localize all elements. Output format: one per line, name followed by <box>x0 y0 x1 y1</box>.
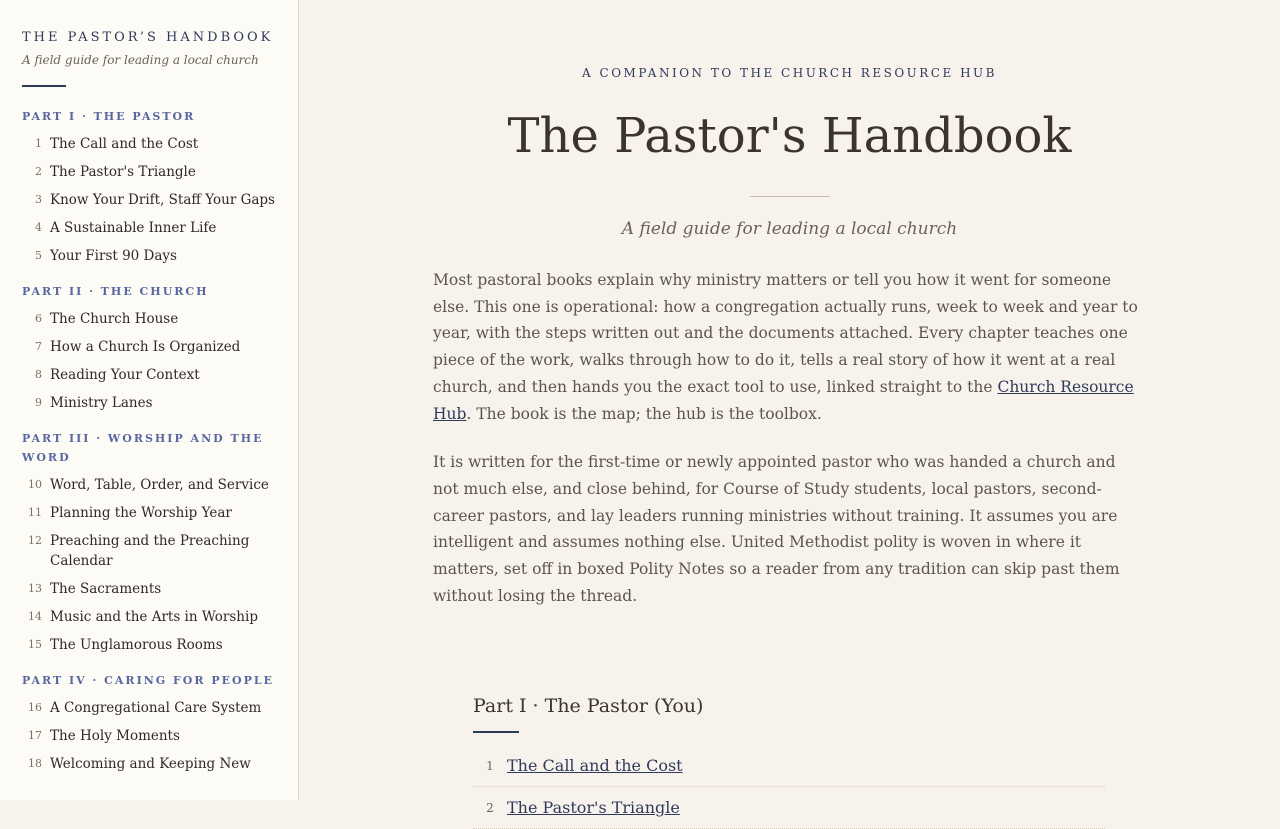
sidebar-chapter-item[interactable] <box>22 726 276 746</box>
sidebar-part-heading: PART II · THE CHURCH <box>22 285 209 298</box>
sidebar-chapter-number: 14 <box>28 610 42 623</box>
sidebar-chapter-item[interactable] <box>22 218 276 238</box>
sidebar-chapter-number: 18 <box>28 757 42 770</box>
sidebar-chapter-item[interactable] <box>22 607 276 627</box>
part-section-title: Part I · The Pastor (You) <box>473 695 704 718</box>
part-section <box>473 695 1105 829</box>
sidebar-chapter-number: 3 <box>35 193 42 206</box>
sidebar-chapter-item[interactable] <box>22 190 276 210</box>
sidebar-chapter-number: 15 <box>28 638 42 651</box>
chapter-link[interactable]: The Pastor's Triangle <box>507 798 680 818</box>
sidebar-chapter-number: 9 <box>35 396 42 409</box>
sidebar-toc <box>22 107 276 774</box>
sidebar-chapter-number: 7 <box>35 340 42 353</box>
sidebar-chapter-item[interactable] <box>22 162 276 182</box>
sidebar-chapter-item[interactable] <box>22 365 276 385</box>
sidebar-chapter-number: 13 <box>28 582 42 595</box>
sidebar-chapter-item[interactable] <box>22 531 276 571</box>
chapter-link[interactable]: The Call and the Cost <box>507 756 683 776</box>
sidebar-chapter-label: A Sustainable Inner Life <box>50 220 217 236</box>
sidebar-chapter-number: 1 <box>35 137 42 150</box>
intro <box>433 267 1145 609</box>
sidebar-part-heading: PART III · WORSHIP AND THE WORD <box>22 432 264 464</box>
sidebar-chapter-item[interactable] <box>22 754 276 774</box>
sidebar-chapter-number: 11 <box>28 506 42 519</box>
sidebar-chapter-number: 16 <box>28 701 42 714</box>
sidebar-part-group <box>22 429 276 655</box>
sidebar-chapter-label: Reading Your Context <box>50 367 200 383</box>
sidebar-chapter-item[interactable] <box>22 579 276 599</box>
sidebar-chapter-label: The Holy Moments <box>50 728 180 744</box>
sidebar-chapter-label: The Sacraments <box>50 581 162 597</box>
sidebar-chapter-item[interactable] <box>22 337 276 357</box>
sidebar <box>0 0 299 800</box>
intro-p1-text: Most pastoral books explain why ministry matters or tell you how it went for someone else. This one is operational: how a congregation actually runs, week to week and year to year, with the steps written out and the documents attached. Every chapter teaches one piece of the work, walks through how to do it, tells a real story of how it went at a real church, and then hands you the exact tool to use, linked straight to the <box>433 271 1138 396</box>
sidebar-chapter-number: 8 <box>35 368 42 381</box>
title-divider <box>750 196 830 197</box>
chapter-list <box>473 745 1105 829</box>
page-subtitle: A field guide for leading a local church <box>621 219 958 239</box>
sidebar-chapter-label: Your First 90 Days <box>50 248 177 264</box>
sidebar-part-group <box>22 671 276 774</box>
sidebar-chapter-label: Ministry Lanes <box>50 395 153 411</box>
chapter-number: 1 <box>486 758 494 773</box>
sidebar-chapter-number: 12 <box>28 534 42 547</box>
sidebar-chapter-number: 5 <box>35 249 42 262</box>
sidebar-chapter-label: Planning the Worship Year <box>50 505 232 521</box>
sidebar-part-group <box>22 107 276 266</box>
sidebar-part-heading: PART I · THE PASTOR <box>22 110 196 123</box>
sidebar-chapter-label: Preaching and the Preaching Calendar <box>50 533 250 569</box>
chapter-row[interactable] <box>473 745 1105 787</box>
sidebar-part-group <box>22 282 276 413</box>
church-resource-hub-link[interactable]: Church Resource Hub <box>433 377 1134 423</box>
sidebar-chapter-item[interactable] <box>22 393 276 413</box>
sidebar-brand-title[interactable]: THE PASTOR’S HANDBOOK <box>22 30 274 45</box>
page-title: The Pastor's Handbook <box>507 108 1072 164</box>
sidebar-chapter-label: Welcoming and Keeping New <box>50 756 251 772</box>
sidebar-chapter-label: Know Your Drift, Staff Your Gaps <box>50 192 275 208</box>
sidebar-chapter-item[interactable] <box>22 309 276 329</box>
sidebar-chapter-label: Word, Table, Order, and Service <box>50 477 269 493</box>
sidebar-chapter-item[interactable] <box>22 503 276 523</box>
chapter-number: 2 <box>486 800 494 815</box>
sidebar-chapter-item[interactable] <box>22 698 276 718</box>
sidebar-chapter-label: The Call and the Cost <box>50 136 199 152</box>
sidebar-chapter-number: 2 <box>35 165 42 178</box>
sidebar-chapter-label: How a Church Is Organized <box>50 339 241 355</box>
sidebar-chapter-label: Music and the Arts in Worship <box>50 609 258 625</box>
intro-p1-text-end: . The book is the map; the hub is the toolbox. <box>466 404 822 423</box>
main-content <box>299 0 1280 818</box>
sidebar-chapter-number: 4 <box>35 221 42 234</box>
chapter-row[interactable] <box>473 787 1105 829</box>
sidebar-chapter-item[interactable] <box>22 246 276 266</box>
sidebar-part-heading: PART IV · CARING FOR PEOPLE <box>22 674 274 687</box>
intro-paragraph-2: It is written for the first-time or newly appointed pastor who was handed a church and not much else, and close behind, for Course of Study students, local pastors, second-career pastors, and lay leaders running ministries without training. It assumes you are intelligent and assumes nothing else. United Methodist polity is woven in where it matters, set off in boxed Polity Notes so a reader from any tradition can skip past them without losing the thread. <box>433 453 1120 605</box>
eyebrow-text: A COMPANION TO THE CHURCH RESOURCE HUB <box>582 66 997 80</box>
sidebar-chapter-number: 17 <box>28 729 42 742</box>
sidebar-chapter-label: The Unglamorous Rooms <box>50 637 223 653</box>
intro-paragraph-1 <box>433 267 1145 427</box>
sidebar-chapter-item[interactable] <box>22 134 276 154</box>
sidebar-brand-subtitle: A field guide for leading a local church <box>22 53 259 67</box>
sidebar-chapter-number: 10 <box>28 478 42 491</box>
sidebar-divider <box>22 85 66 87</box>
sidebar-chapter-label: A Congregational Care System <box>50 700 262 716</box>
part-section-divider <box>473 731 519 733</box>
sidebar-chapter-label: The Church House <box>50 311 179 327</box>
sidebar-chapter-number: 6 <box>35 312 42 325</box>
sidebar-chapter-item[interactable] <box>22 475 276 495</box>
sidebar-chapter-label: The Pastor's Triangle <box>50 164 196 180</box>
sidebar-chapter-item[interactable] <box>22 635 276 655</box>
